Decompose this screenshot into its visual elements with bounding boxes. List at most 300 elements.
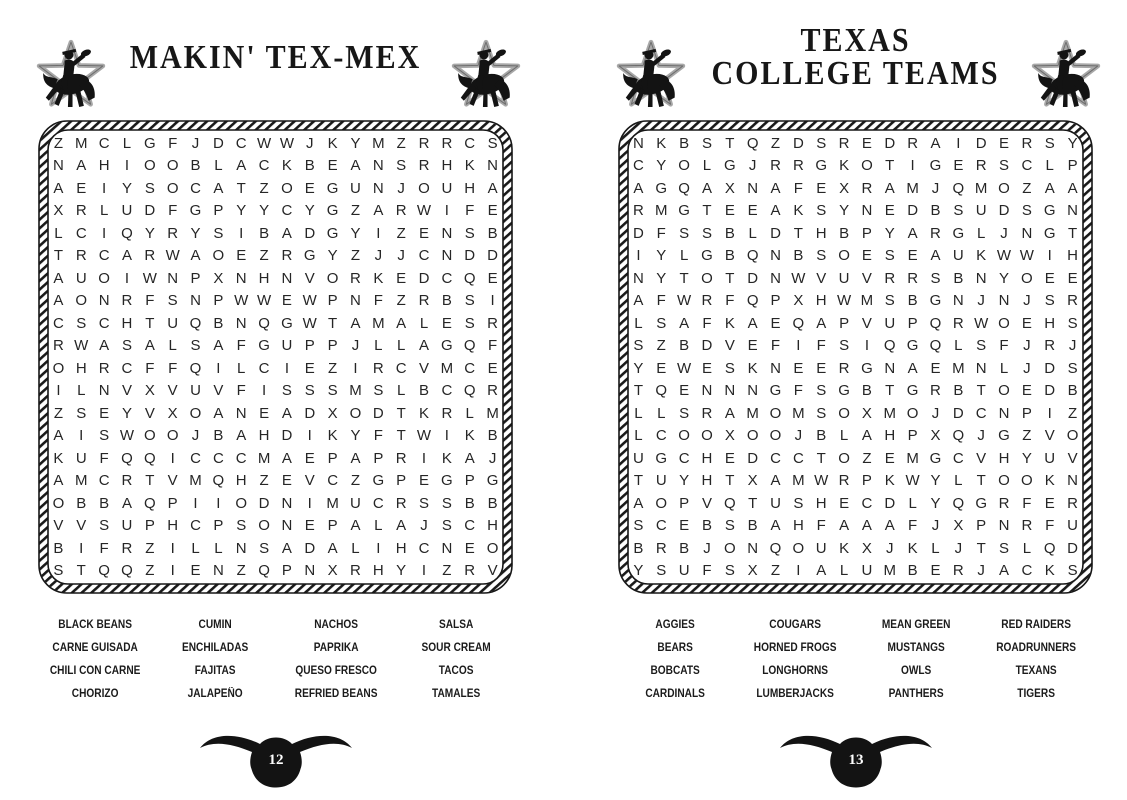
grid-letter[interactable]: F [168,359,178,377]
grid-letter[interactable]: S [656,562,667,580]
grid-letter[interactable]: N [975,359,987,377]
grid-letter[interactable]: A [633,494,644,512]
grid-letter[interactable]: E [1044,494,1055,512]
grid-letter[interactable]: L [237,359,246,377]
grid-letter[interactable]: L [954,472,963,490]
grid-letter[interactable]: B [213,314,224,332]
grid-letter[interactable]: V [76,517,87,535]
grid-letter[interactable]: F [487,337,498,355]
grid-letter[interactable]: R [861,179,873,197]
grid-letter[interactable]: T [725,472,735,490]
grid-letter[interactable]: C [952,449,964,467]
grid-letter[interactable]: I [796,337,801,355]
grid-letter[interactable]: C [281,202,293,220]
grid-letter[interactable]: H [487,517,498,535]
grid-letter[interactable]: F [1045,517,1055,535]
grid-letter[interactable]: O [746,427,759,445]
grid-letter[interactable]: L [54,224,63,242]
grid-letter[interactable]: X [861,539,872,557]
grid-letter[interactable]: Q [929,314,942,332]
grid-letter[interactable]: W [677,359,692,377]
grid-letter[interactable]: J [931,517,940,535]
grid-letter[interactable]: J [191,134,200,152]
grid-letter[interactable]: E [747,202,758,220]
grid-letter[interactable]: H [121,314,133,332]
grid-letter[interactable]: N [998,404,1010,422]
grid-letter[interactable]: Z [236,562,246,580]
grid-letter[interactable]: M [883,404,897,422]
grid-letter[interactable]: Y [1067,134,1078,152]
grid-letter[interactable]: I [239,224,244,242]
grid-letter[interactable]: I [864,337,869,355]
grid-letter[interactable]: W [996,247,1012,265]
grid-letter[interactable]: Y [121,404,132,422]
grid-letter[interactable]: N [747,382,759,400]
grid-letter[interactable]: O [998,382,1010,400]
grid-letter[interactable]: K [373,269,384,287]
grid-letter[interactable]: R [144,247,156,265]
grid-letter[interactable]: S [167,292,178,310]
grid-letter[interactable]: R [655,539,667,557]
grid-letter[interactable]: O [143,157,156,175]
grid-letter[interactable]: G [326,202,339,220]
grid-letter[interactable]: K [1044,562,1055,580]
grid-letter[interactable]: X [793,292,804,310]
grid-letter[interactable]: A [1044,179,1055,197]
grid-letter[interactable]: S [1067,359,1078,377]
grid-letter[interactable]: C [770,449,781,467]
grid-letter[interactable]: F [656,224,666,242]
grid-letter[interactable]: O [838,404,850,422]
grid-letter[interactable]: Q [258,562,270,580]
grid-letter[interactable]: C [75,224,87,242]
grid-letter[interactable]: P [839,314,850,332]
grid-letter[interactable]: Z [145,562,155,580]
grid-letter[interactable]: N [701,382,713,400]
grid-letter[interactable]: J [977,427,985,445]
grid-letter[interactable]: J [954,539,963,557]
grid-letter[interactable]: S [999,157,1010,175]
grid-letter[interactable]: S [304,382,315,400]
grid-letter[interactable]: M [883,562,897,580]
grid-letter[interactable]: O [326,269,339,287]
grid-letter[interactable]: P [861,472,872,490]
grid-letter[interactable]: X [747,472,758,490]
grid-letter[interactable]: X [327,562,338,580]
grid-letter[interactable]: D [1044,382,1056,400]
grid-letter[interactable]: S [213,224,224,242]
grid-letter[interactable]: W [791,269,806,287]
grid-letter[interactable]: R [441,404,453,422]
grid-letter[interactable]: Q [655,382,668,400]
grid-letter[interactable]: H [441,157,453,175]
grid-letter[interactable]: R [633,202,644,220]
grid-letter[interactable]: H [75,359,87,377]
grid-letter[interactable]: Y [190,224,201,242]
grid-letter[interactable]: U [75,449,87,467]
grid-letter[interactable]: W [416,202,432,220]
grid-letter[interactable]: K [327,427,338,445]
grid-letter[interactable]: O [486,539,499,557]
grid-letter[interactable]: T [396,404,406,422]
grid-letter[interactable]: A [121,247,132,265]
grid-letter[interactable]: U [975,202,987,220]
grid-letter[interactable]: E [907,247,918,265]
grid-letter[interactable]: A [53,179,64,197]
grid-letter[interactable]: Y [144,224,155,242]
grid-letter[interactable]: L [977,224,986,242]
grid-letter[interactable]: V [304,269,315,287]
grid-letter[interactable]: L [397,382,406,400]
grid-letter[interactable]: P [907,427,918,445]
grid-letter[interactable]: P [144,517,155,535]
grid-letter[interactable]: A [464,449,475,467]
grid-letter[interactable]: V [419,359,430,377]
grid-letter[interactable]: B [701,517,712,535]
grid-letter[interactable]: U [75,269,87,287]
grid-letter[interactable]: L [679,247,689,265]
grid-letter[interactable]: I [910,157,915,175]
grid-letter[interactable]: L [702,157,712,175]
grid-letter[interactable]: E [190,562,201,580]
grid-letter[interactable]: K [464,157,475,175]
grid-letter[interactable]: O [678,157,690,175]
grid-letter[interactable]: W [1019,247,1034,265]
grid-letter[interactable]: S [441,494,452,512]
grid-letter[interactable]: E [419,224,430,242]
grid-letter[interactable]: G [372,472,385,490]
grid-letter[interactable]: A [930,134,941,152]
grid-letter[interactable]: S [327,382,338,400]
grid-letter[interactable]: E [396,269,407,287]
grid-letter[interactable]: R [701,292,713,310]
grid-letter[interactable]: K [441,449,452,467]
grid-letter[interactable]: A [281,404,292,422]
grid-letter[interactable]: K [839,539,850,557]
grid-letter[interactable]: R [1067,494,1078,512]
grid-letter[interactable]: A [144,337,155,355]
grid-letter[interactable]: Z [1067,404,1078,422]
grid-letter[interactable]: S [1067,314,1078,332]
grid-letter[interactable]: G [281,314,293,332]
grid-letter[interactable]: D [747,269,759,287]
grid-letter[interactable]: H [815,494,827,512]
grid-letter[interactable]: N [770,269,781,287]
grid-letter[interactable]: S [76,404,87,422]
grid-letter[interactable]: A [76,157,87,175]
grid-letter[interactable]: I [216,494,221,512]
grid-letter[interactable]: R [464,562,476,580]
grid-letter[interactable]: A [884,179,895,197]
grid-letter[interactable]: O [701,269,713,287]
grid-letter[interactable]: G [655,179,668,197]
grid-letter[interactable]: J [931,404,940,422]
grid-letter[interactable]: K [1044,472,1055,490]
grid-letter[interactable]: S [633,517,644,535]
grid-letter[interactable]: C [441,269,453,287]
grid-letter[interactable]: E [770,314,781,332]
grid-letter[interactable]: H [258,427,270,445]
grid-letter[interactable]: W [302,292,317,310]
grid-letter[interactable]: S [464,314,475,332]
grid-letter[interactable]: E [281,292,292,310]
grid-letter[interactable]: D [281,427,293,445]
grid-letter[interactable]: J [420,517,428,535]
grid-letter[interactable]: P [679,494,690,512]
grid-letter[interactable]: N [53,157,64,175]
grid-letter[interactable]: W [119,427,135,445]
grid-letter[interactable]: U [1067,517,1078,535]
grid-letter[interactable]: J [748,157,757,175]
grid-letter[interactable]: Q [212,472,225,490]
grid-letter[interactable]: A [839,517,850,535]
grid-letter[interactable]: K [464,427,475,445]
grid-letter[interactable]: U [838,269,850,287]
grid-letter[interactable]: A [770,517,781,535]
grid-letter[interactable]: R [1021,517,1033,535]
grid-letter[interactable]: X [953,517,964,535]
grid-letter[interactable]: N [747,539,759,557]
grid-letter[interactable]: D [770,224,781,242]
grid-letter[interactable]: A [281,539,292,557]
grid-letter[interactable]: B [259,224,270,242]
grid-letter[interactable]: R [167,224,179,242]
grid-letter[interactable]: Q [678,179,690,197]
grid-letter[interactable]: D [304,404,316,422]
grid-letter[interactable]: E [884,202,895,220]
grid-letter[interactable]: A [747,314,758,332]
grid-letter[interactable]: O [189,404,202,422]
grid-letter[interactable]: O [235,494,248,512]
grid-letter[interactable]: M [792,404,805,422]
grid-letter[interactable]: G [723,157,736,175]
grid-letter[interactable]: G [906,337,919,355]
grid-letter[interactable]: V [816,269,827,287]
grid-letter[interactable]: B [679,134,690,152]
grid-letter[interactable]: W [165,247,180,265]
grid-letter[interactable]: Y [396,562,407,580]
grid-letter[interactable]: Q [952,494,965,512]
grid-letter[interactable]: Y [656,269,667,287]
grid-letter[interactable]: K [53,449,64,467]
grid-letter[interactable]: D [304,224,316,242]
grid-letter[interactable]: V [724,337,735,355]
grid-letter[interactable]: I [56,382,61,400]
grid-letter[interactable]: A [419,337,430,355]
grid-letter[interactable]: Y [656,157,667,175]
grid-letter[interactable]: I [307,427,312,445]
grid-letter[interactable]: E [884,449,895,467]
grid-letter[interactable]: S [976,337,987,355]
grid-letter[interactable]: I [636,247,641,265]
grid-letter[interactable]: R [121,472,133,490]
grid-letter[interactable]: Y [350,134,361,152]
grid-letter[interactable]: A [724,404,735,422]
grid-letter[interactable]: J [977,292,985,310]
grid-letter[interactable]: A [633,292,644,310]
grid-letter[interactable]: G [838,382,850,400]
grid-letter[interactable]: B [304,157,315,175]
grid-letter[interactable]: F [145,359,155,377]
grid-letter[interactable]: N [441,224,453,242]
grid-letter[interactable]: Y [350,427,361,445]
grid-letter[interactable]: R [121,292,133,310]
grid-letter[interactable]: A [884,517,895,535]
grid-letter[interactable]: Y [839,202,850,220]
grid-letter[interactable]: R [998,494,1010,512]
grid-letter[interactable]: A [907,359,918,377]
grid-letter[interactable]: E [861,134,872,152]
grid-letter[interactable]: N [487,157,498,175]
grid-letter[interactable]: F [145,292,155,310]
grid-letter[interactable]: F [816,337,826,355]
grid-letter[interactable]: I [79,539,84,557]
grid-letter[interactable]: I [376,224,381,242]
grid-letter[interactable]: L [351,539,360,557]
grid-letter[interactable]: F [816,517,826,535]
grid-letter[interactable]: U [1044,449,1056,467]
grid-letter[interactable]: M [486,404,499,422]
grid-letter[interactable]: B [190,157,201,175]
grid-letter[interactable]: G [929,292,942,310]
grid-letter[interactable]: G [1043,202,1056,220]
grid-letter[interactable]: Q [121,449,133,467]
grid-letter[interactable]: S [373,382,384,400]
grid-letter[interactable]: T [885,382,895,400]
grid-letter[interactable]: B [953,269,964,287]
grid-letter[interactable]: Q [952,427,965,445]
grid-letter[interactable]: E [281,472,292,490]
grid-letter[interactable]: L [419,314,429,332]
grid-letter[interactable]: I [284,359,289,377]
grid-letter[interactable]: K [281,157,292,175]
grid-letter[interactable]: A [816,562,827,580]
grid-letter[interactable]: L [1022,539,1032,557]
grid-letter[interactable]: B [487,224,498,242]
grid-letter[interactable]: G [441,472,453,490]
grid-letter[interactable]: M [189,472,202,490]
grid-letter[interactable]: S [76,314,87,332]
grid-letter[interactable]: M [440,359,454,377]
grid-letter[interactable]: S [99,517,110,535]
grid-letter[interactable]: I [376,539,381,557]
grid-letter[interactable]: S [1067,562,1078,580]
grid-letter[interactable]: Q [746,247,759,265]
grid-letter[interactable]: H [884,427,896,445]
grid-letter[interactable]: H [395,539,407,557]
grid-letter[interactable]: C [1021,157,1033,175]
grid-letter[interactable]: F [770,337,781,355]
grid-letter[interactable]: G [906,382,919,400]
grid-letter[interactable]: G [143,134,156,152]
grid-letter[interactable]: O [258,517,270,535]
grid-letter[interactable]: P [167,494,178,512]
grid-letter[interactable]: H [1044,314,1056,332]
grid-letter[interactable]: M [326,494,339,512]
grid-letter[interactable]: R [1044,337,1056,355]
grid-letter[interactable]: G [326,179,339,197]
grid-letter[interactable]: Q [463,382,476,400]
grid-letter[interactable]: R [952,314,964,332]
grid-letter[interactable]: O [701,427,713,445]
grid-letter[interactable]: C [464,359,476,377]
grid-letter[interactable]: O [166,179,179,197]
grid-letter[interactable]: Q [746,134,759,152]
grid-letter[interactable]: A [487,179,498,197]
grid-letter[interactable]: D [1067,539,1078,557]
grid-letter[interactable]: U [884,314,896,332]
grid-letter[interactable]: S [259,539,270,557]
grid-letter[interactable]: X [839,179,850,197]
grid-letter[interactable]: M [75,472,88,490]
grid-letter[interactable]: M [906,179,919,197]
grid-letter[interactable]: R [770,157,781,175]
grid-letter[interactable]: M [655,202,668,220]
grid-letter[interactable]: P [907,314,918,332]
grid-letter[interactable]: I [421,562,427,580]
grid-letter[interactable]: S [1044,292,1055,310]
grid-letter[interactable]: N [212,562,224,580]
grid-letter[interactable]: O [723,539,736,557]
grid-letter[interactable]: W [234,292,249,310]
grid-letter[interactable]: S [144,179,155,197]
grid-letter[interactable]: Z [328,359,338,377]
grid-letter[interactable]: A [770,202,781,220]
grid-letter[interactable]: R [441,134,453,152]
grid-letter[interactable]: O [998,179,1010,197]
grid-letter[interactable]: R [907,269,919,287]
grid-letter[interactable]: T [679,269,689,287]
grid-letter[interactable]: S [884,247,895,265]
grid-letter[interactable]: E [656,359,667,377]
grid-letter[interactable]: H [998,449,1010,467]
grid-letter[interactable]: B [99,494,110,512]
grid-letter[interactable]: P [464,472,475,490]
grid-letter[interactable]: X [213,269,224,287]
grid-letter[interactable]: D [952,404,964,422]
grid-letter[interactable]: L [374,337,383,355]
grid-letter[interactable]: O [998,472,1010,490]
grid-letter[interactable]: U [350,179,361,197]
grid-letter[interactable]: C [190,517,201,535]
grid-letter[interactable]: I [79,427,84,445]
grid-letter[interactable]: S [99,427,110,445]
grid-letter[interactable]: J [1023,359,1031,377]
grid-letter[interactable]: E [953,157,964,175]
grid-letter[interactable]: S [953,202,964,220]
grid-letter[interactable]: L [397,337,406,355]
grid-letter[interactable]: Q [121,562,133,580]
grid-letter[interactable]: S [839,337,850,355]
grid-letter[interactable]: A [679,314,690,332]
grid-letter[interactable]: U [121,517,133,535]
grid-letter[interactable]: S [884,292,895,310]
grid-letter[interactable]: G [815,157,828,175]
grid-letter[interactable]: X [53,202,64,220]
grid-letter[interactable]: T [1067,224,1078,242]
grid-letter[interactable]: Q [143,494,156,512]
grid-letter[interactable]: R [281,247,293,265]
grid-letter[interactable]: I [956,134,961,152]
grid-letter[interactable]: A [999,562,1010,580]
grid-letter[interactable]: C [98,314,110,332]
grid-letter[interactable]: A [53,472,64,490]
grid-letter[interactable]: V [487,562,498,580]
grid-letter[interactable]: W [142,269,157,287]
grid-letter[interactable]: A [213,404,224,422]
grid-letter[interactable]: Q [463,337,476,355]
grid-letter[interactable]: T [885,157,895,175]
